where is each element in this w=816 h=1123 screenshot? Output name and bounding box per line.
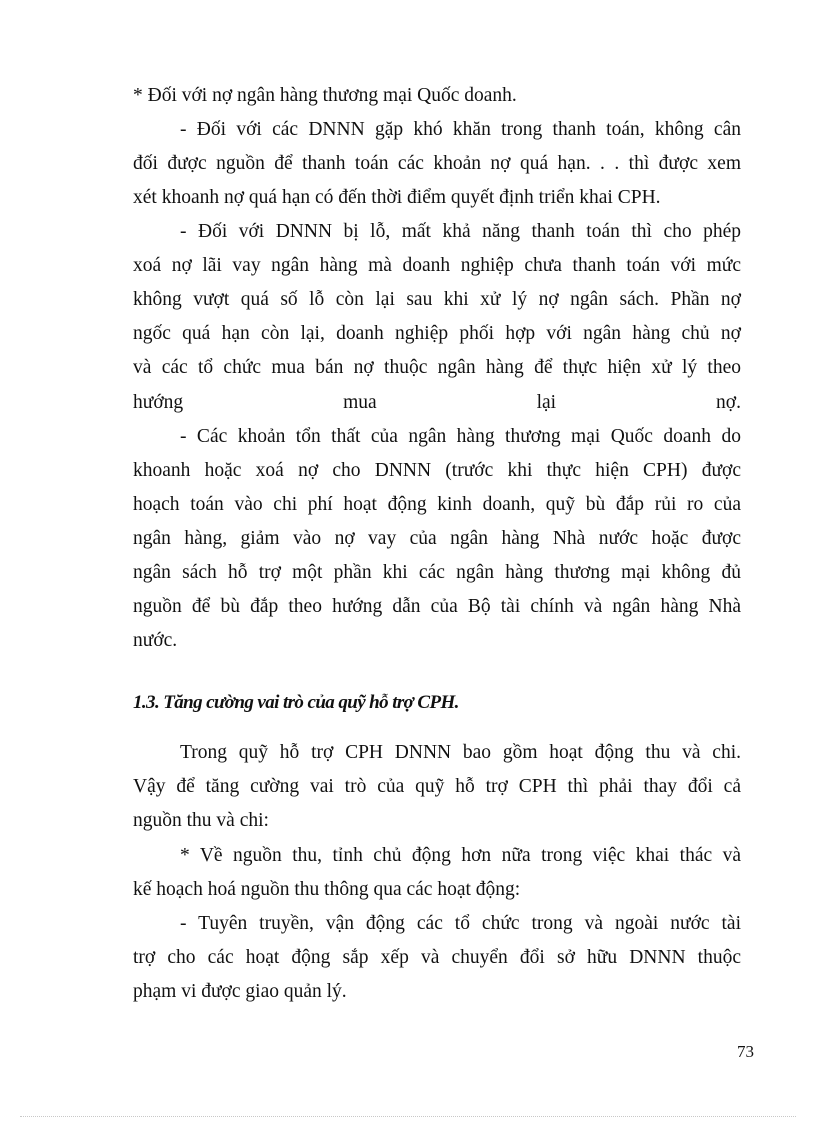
paragraph-line: - Đối với DNNN bị lỗ, mất khả năng thanh toán thì cho phép xyxy=(180,221,741,242)
paragraph-line: - Đối với các DNNN gặp khó khăn trong thanh toán, không cân xyxy=(180,119,741,140)
paragraph-line: trợ cho các hoạt động sắp xếp và chuyển đổi sở hữu DNNN thuộc xyxy=(133,947,741,968)
paragraph-line: Vậy để tăng cường vai trò của quỹ hỗ trợ CPH thì phải thay đổi cả xyxy=(133,776,741,797)
section-heading: 1.3. Tăng cường vai trò của quỹ hỗ trợ CPH. xyxy=(133,692,459,713)
paragraph-line: kế hoạch hoá nguồn thu thông qua các hoạt động: xyxy=(133,879,521,900)
paragraph-line: nguồn để bù đắp theo hướng dẫn của Bộ tài chính và ngân hàng Nhà xyxy=(133,596,741,617)
page-bottom-rule xyxy=(20,1116,796,1117)
paragraph-line: khoanh hoặc xoá nợ cho DNNN (trước khi thực hiện CPH) được xyxy=(133,460,741,481)
paragraph-line: đối được nguồn để thanh toán các khoản nợ quá hạn. . . thì được xem xyxy=(133,153,741,174)
paragraph-line: - Tuyên truyền, vận động các tổ chức trong và ngoài nước tài xyxy=(180,913,741,934)
paragraph-line: xoá nợ lãi vay ngân hàng mà doanh nghiệp chưa thanh toán với mức xyxy=(133,255,741,276)
paragraph-line: * Về nguồn thu, tỉnh chủ động hơn nữa trong việc khai thác và xyxy=(180,845,741,866)
paragraph-line: ngân hàng, giảm vào nợ vay của ngân hàng Nhà nước hoặc được xyxy=(133,528,741,549)
page-number: 73 xyxy=(737,1042,754,1061)
paragraph-line: xét khoanh nợ quá hạn có đến thời điểm quyết định triển khai CPH. xyxy=(133,187,661,208)
paragraph-line: hướng mua lại nợ. xyxy=(133,392,741,413)
paragraph-line: hoạch toán vào chi phí hoạt động kinh doanh, quỹ bù đắp rủi ro của xyxy=(133,494,741,515)
paragraph-line: ngốc quá hạn còn lại, doanh nghiệp phối hợp với ngân hàng chủ nợ xyxy=(133,323,741,344)
paragraph-line: nguồn thu và chi: xyxy=(133,810,269,831)
paragraph-line: Trong quỹ hỗ trợ CPH DNNN bao gồm hoạt động thu và chi. xyxy=(180,742,741,763)
paragraph-line: ngân sách hỗ trợ một phần khi các ngân hàng thương mại không đủ xyxy=(133,562,741,583)
paragraph-line: không vượt quá số lỗ còn lại sau khi xử lý nợ ngân sách. Phần nợ xyxy=(133,289,741,310)
paragraph-line: phạm vi được giao quản lý. xyxy=(133,981,347,1002)
paragraph-line: nước. xyxy=(133,630,178,651)
paragraph-line: - Các khoản tổn thất của ngân hàng thương mại Quốc doanh do xyxy=(180,426,741,447)
paragraph-line: và các tổ chức mua bán nợ thuộc ngân hàng để thực hiện xử lý theo xyxy=(133,357,741,378)
bullet-heading-state-bank-debt: * Đối với nợ ngân hàng thương mại Quốc doanh. xyxy=(133,85,517,106)
